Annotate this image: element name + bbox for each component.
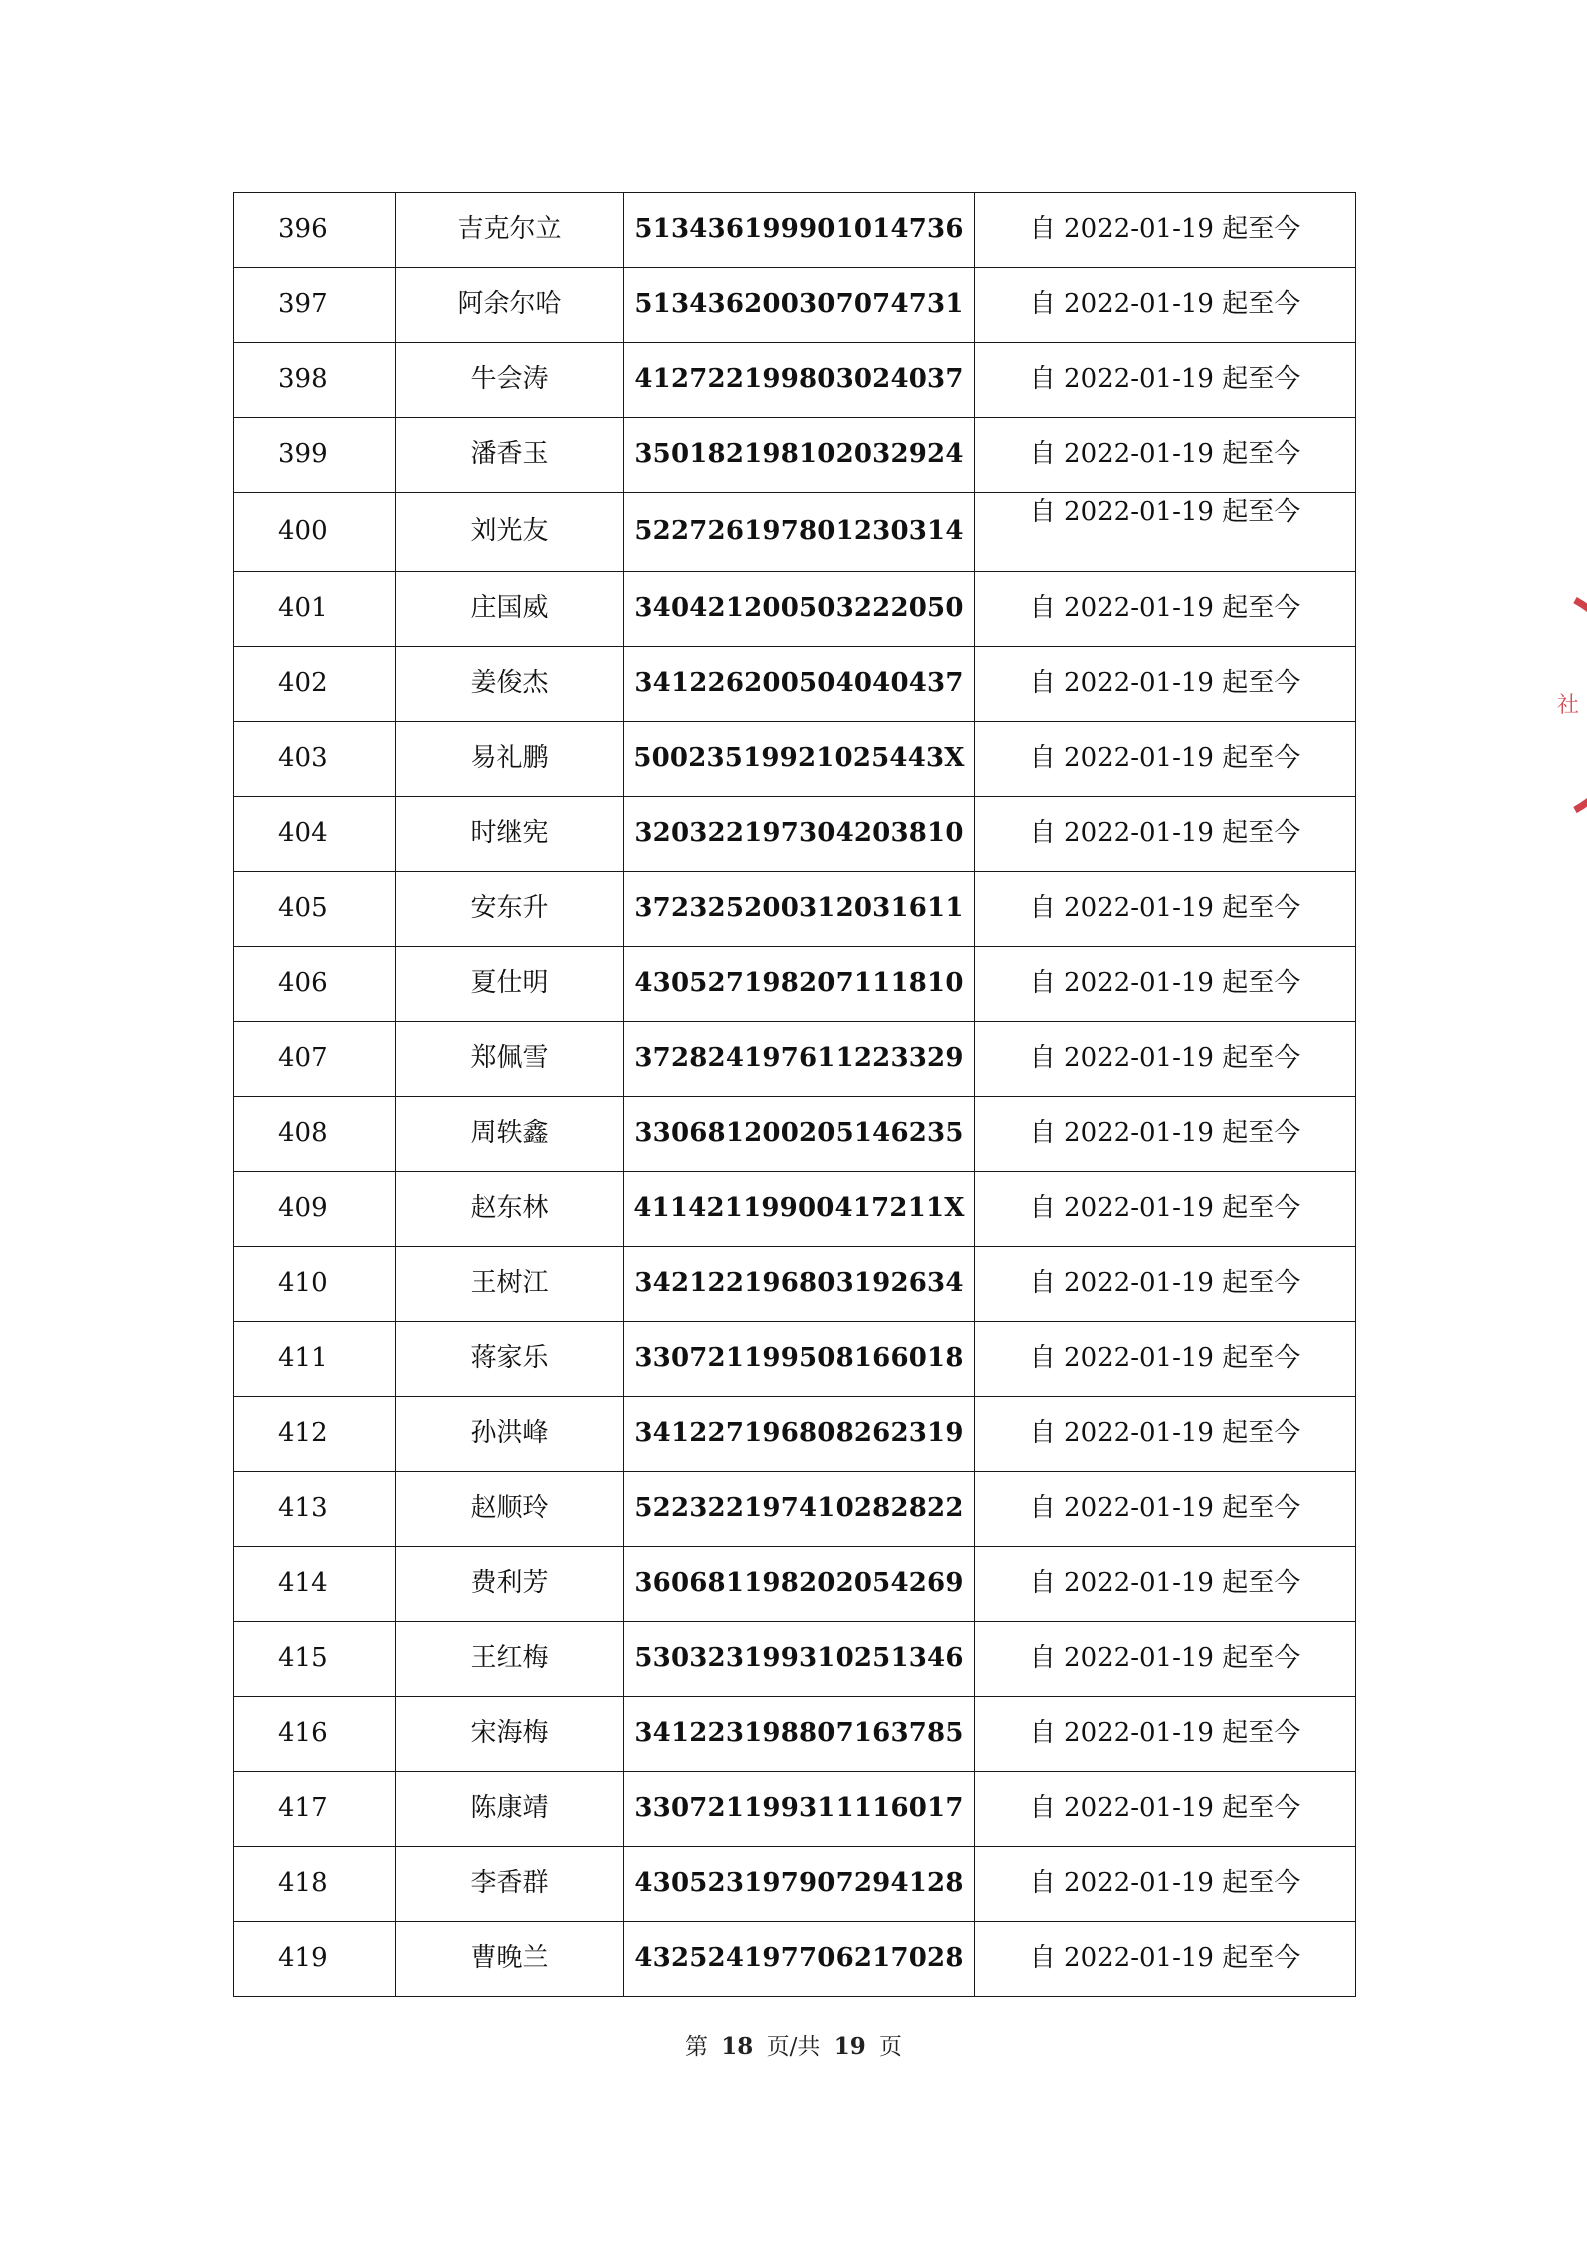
row-number: 417 bbox=[234, 1772, 396, 1847]
row-name: 陈康靖 bbox=[396, 1772, 624, 1847]
row-id-number: 372824197611223329 bbox=[624, 1022, 975, 1097]
row-period: 自 2022-01-19 起至今 bbox=[975, 493, 1356, 572]
row-name: 刘光友 bbox=[396, 493, 624, 572]
table-row bbox=[234, 1022, 1356, 1097]
row-name: 牛会涛 bbox=[396, 343, 624, 418]
row-id-number: 522322197410282822 bbox=[624, 1472, 975, 1547]
row-period: 自 2022-01-19 起至今 bbox=[975, 1472, 1356, 1547]
row-number: 419 bbox=[234, 1922, 396, 1997]
table-row bbox=[234, 1097, 1356, 1172]
row-name: 郑佩雪 bbox=[396, 1022, 624, 1097]
row-period: 自 2022-01-19 起至今 bbox=[975, 1847, 1356, 1922]
row-name: 周轶鑫 bbox=[396, 1097, 624, 1172]
row-period: 自 2022-01-19 起至今 bbox=[975, 722, 1356, 797]
row-name: 庄国威 bbox=[396, 572, 624, 647]
row-name: 李香群 bbox=[396, 1847, 624, 1922]
row-period: 自 2022-01-19 起至今 bbox=[975, 1097, 1356, 1172]
row-period: 自 2022-01-19 起至今 bbox=[975, 797, 1356, 872]
row-number: 398 bbox=[234, 343, 396, 418]
row-number: 405 bbox=[234, 872, 396, 947]
row-number: 397 bbox=[234, 268, 396, 343]
table-row bbox=[234, 418, 1356, 493]
row-name: 潘香玉 bbox=[396, 418, 624, 493]
footer-current-page: 18 bbox=[721, 2033, 754, 2060]
footer-middle: 页/共 bbox=[766, 2034, 821, 2060]
row-id-number: 342122196803192634 bbox=[624, 1247, 975, 1322]
roster-table-body bbox=[234, 193, 1356, 1997]
row-id-number: 330681200205146235 bbox=[624, 1097, 975, 1172]
row-name: 孙洪峰 bbox=[396, 1397, 624, 1472]
row-period: 自 2022-01-19 起至今 bbox=[975, 343, 1356, 418]
row-number: 396 bbox=[234, 193, 396, 268]
row-number: 414 bbox=[234, 1547, 396, 1622]
row-id-number: 330721199508166018 bbox=[624, 1322, 975, 1397]
footer-suffix: 页 bbox=[879, 2034, 903, 2060]
row-name: 阿余尔哈 bbox=[396, 268, 624, 343]
table-row bbox=[234, 797, 1356, 872]
seal-character: 社 bbox=[1557, 693, 1580, 718]
row-number: 401 bbox=[234, 572, 396, 647]
row-id-number: 513436200307074731 bbox=[624, 268, 975, 343]
row-period: 自 2022-01-19 起至今 bbox=[975, 1172, 1356, 1247]
row-number: 403 bbox=[234, 722, 396, 797]
row-period: 自 2022-01-19 起至今 bbox=[975, 872, 1356, 947]
row-number: 409 bbox=[234, 1172, 396, 1247]
row-id-number: 41142119900417211X bbox=[624, 1172, 975, 1247]
row-name: 王红梅 bbox=[396, 1622, 624, 1697]
row-name: 赵东林 bbox=[396, 1172, 624, 1247]
row-name: 易礼鹏 bbox=[396, 722, 624, 797]
row-name: 安东升 bbox=[396, 872, 624, 947]
row-number: 415 bbox=[234, 1622, 396, 1697]
row-number: 418 bbox=[234, 1847, 396, 1922]
row-number: 406 bbox=[234, 947, 396, 1022]
table-row bbox=[234, 1772, 1356, 1847]
table-row bbox=[234, 572, 1356, 647]
table-row bbox=[234, 493, 1356, 572]
table-row bbox=[234, 647, 1356, 722]
row-number: 413 bbox=[234, 1472, 396, 1547]
table-row bbox=[234, 872, 1356, 947]
table-row bbox=[234, 947, 1356, 1022]
row-name: 吉克尔立 bbox=[396, 193, 624, 268]
table-row bbox=[234, 1472, 1356, 1547]
table-row bbox=[234, 268, 1356, 343]
footer-total-pages: 19 bbox=[833, 2033, 866, 2060]
row-name: 蒋家乐 bbox=[396, 1322, 624, 1397]
row-number: 404 bbox=[234, 797, 396, 872]
row-period: 自 2022-01-19 起至今 bbox=[975, 1022, 1356, 1097]
roster-table bbox=[233, 192, 1356, 1997]
row-period: 自 2022-01-19 起至今 bbox=[975, 193, 1356, 268]
row-number: 410 bbox=[234, 1247, 396, 1322]
row-id-number: 522726197801230314 bbox=[624, 493, 975, 572]
row-id-number: 412722199803024037 bbox=[624, 343, 975, 418]
row-id-number: 513436199901014736 bbox=[624, 193, 975, 268]
row-period: 自 2022-01-19 起至今 bbox=[975, 1622, 1356, 1697]
row-id-number: 430523197907294128 bbox=[624, 1847, 975, 1922]
row-name: 王树江 bbox=[396, 1247, 624, 1322]
row-number: 416 bbox=[234, 1697, 396, 1772]
row-period: 自 2022-01-19 起至今 bbox=[975, 1247, 1356, 1322]
row-period: 自 2022-01-19 起至今 bbox=[975, 572, 1356, 647]
row-period: 自 2022-01-19 起至今 bbox=[975, 647, 1356, 722]
row-id-number: 340421200503222050 bbox=[624, 572, 975, 647]
row-id-number: 50023519921025443X bbox=[624, 722, 975, 797]
row-number: 400 bbox=[234, 493, 396, 572]
table-row bbox=[234, 1547, 1356, 1622]
row-name: 赵顺玲 bbox=[396, 1472, 624, 1547]
row-number: 402 bbox=[234, 647, 396, 722]
table-row bbox=[234, 722, 1356, 797]
row-id-number: 530323199310251346 bbox=[624, 1622, 975, 1697]
row-period: 自 2022-01-19 起至今 bbox=[975, 268, 1356, 343]
table-row bbox=[234, 1247, 1356, 1322]
table-row bbox=[234, 1697, 1356, 1772]
table-row bbox=[234, 1922, 1356, 1997]
row-period: 自 2022-01-19 起至今 bbox=[975, 1922, 1356, 1997]
row-id-number: 372325200312031611 bbox=[624, 872, 975, 947]
row-id-number: 360681198202054269 bbox=[624, 1547, 975, 1622]
row-id-number: 341223198807163785 bbox=[624, 1697, 975, 1772]
table-row bbox=[234, 1622, 1356, 1697]
footer-prefix: 第 bbox=[684, 2034, 708, 2060]
row-number: 412 bbox=[234, 1397, 396, 1472]
row-id-number: 330721199311116017 bbox=[624, 1772, 975, 1847]
row-name: 夏仕明 bbox=[396, 947, 624, 1022]
row-name: 时继宪 bbox=[396, 797, 624, 872]
row-id-number: 341227196808262319 bbox=[624, 1397, 975, 1472]
row-name: 曹晚兰 bbox=[396, 1922, 624, 1997]
row-number: 399 bbox=[234, 418, 396, 493]
row-id-number: 432524197706217028 bbox=[624, 1922, 975, 1997]
table-row bbox=[234, 1322, 1356, 1397]
table-row bbox=[234, 193, 1356, 268]
row-id-number: 350182198102032924 bbox=[624, 418, 975, 493]
row-period: 自 2022-01-19 起至今 bbox=[975, 418, 1356, 493]
row-id-number: 341226200504040437 bbox=[624, 647, 975, 722]
row-period: 自 2022-01-19 起至今 bbox=[975, 1547, 1356, 1622]
row-number: 408 bbox=[234, 1097, 396, 1172]
table-row bbox=[234, 343, 1356, 418]
table-row bbox=[234, 1847, 1356, 1922]
table-row bbox=[234, 1172, 1356, 1247]
row-id-number: 320322197304203810 bbox=[624, 797, 975, 872]
row-number: 411 bbox=[234, 1322, 396, 1397]
page-footer bbox=[0, 2028, 1587, 2061]
row-name: 姜俊杰 bbox=[396, 647, 624, 722]
row-period: 自 2022-01-19 起至今 bbox=[975, 1397, 1356, 1472]
row-name: 宋海梅 bbox=[396, 1697, 624, 1772]
row-number: 407 bbox=[234, 1022, 396, 1097]
row-period: 自 2022-01-19 起至今 bbox=[975, 1697, 1356, 1772]
row-period: 自 2022-01-19 起至今 bbox=[975, 1322, 1356, 1397]
official-seal-stamp bbox=[1555, 590, 1587, 820]
row-period: 自 2022-01-19 起至今 bbox=[975, 947, 1356, 1022]
table-row bbox=[234, 1397, 1356, 1472]
row-id-number: 430527198207111810 bbox=[624, 947, 975, 1022]
row-period: 自 2022-01-19 起至今 bbox=[975, 1772, 1356, 1847]
row-name: 费利芳 bbox=[396, 1547, 624, 1622]
